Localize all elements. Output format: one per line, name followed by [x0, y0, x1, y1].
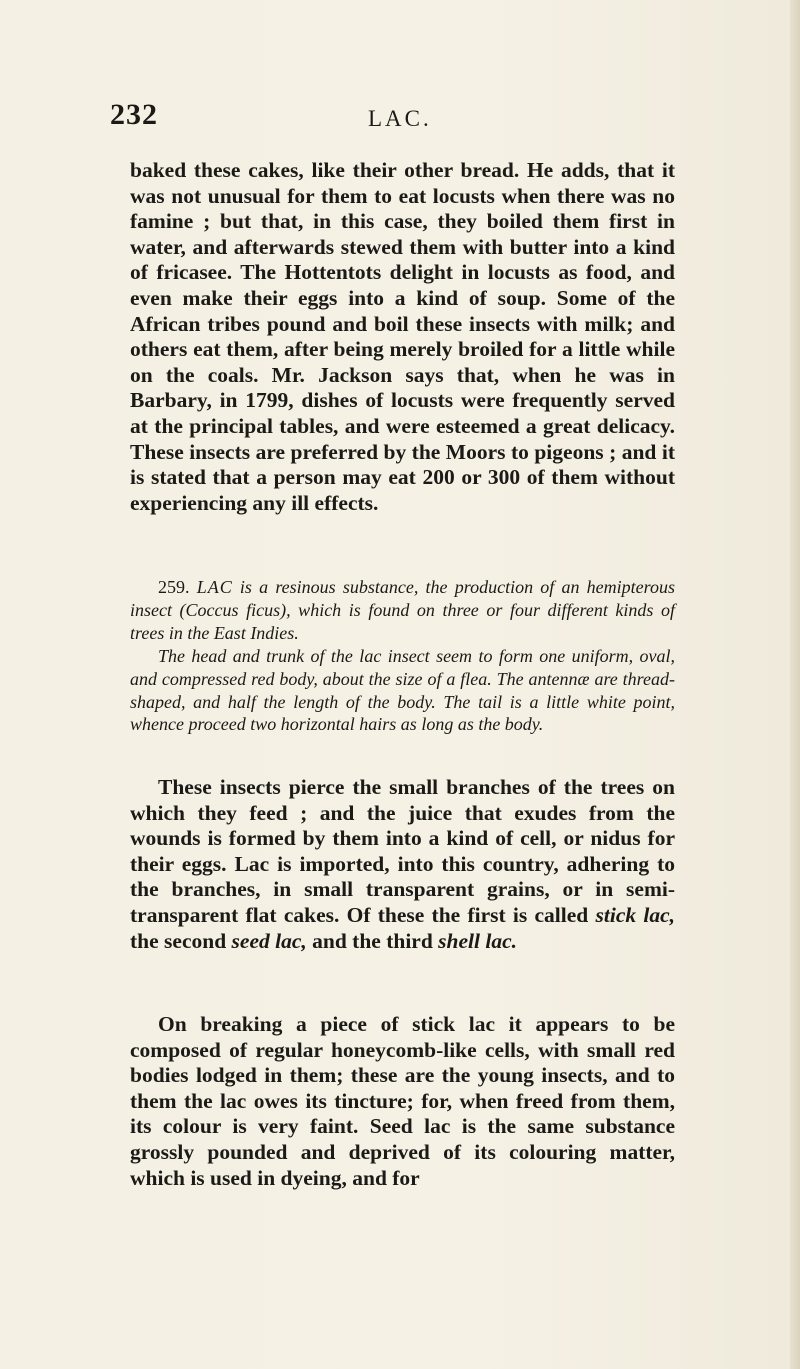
- lac-kinds-text-2: the second: [130, 928, 232, 953]
- entry-number: 259.: [158, 577, 190, 597]
- term-seed-lac: seed lac,: [231, 928, 307, 953]
- paragraph-lac-kinds: [130, 775, 675, 954]
- term-stick-lac: stick lac,: [595, 902, 675, 927]
- lac-kinds-text-1: These insects pierce the small branches of the trees on which they feed ; and the juice that exudes from the wounds is formed by them into a kind of cell, or nidus for their eggs. Lac is imported, into this country, adhering to the branches, in small transparent grains, or in semi-transparent flat cakes. Of these the first is called: [130, 775, 675, 927]
- entry-lac: [130, 576, 675, 644]
- insect-description: The head and trunk of the lac insect seem to form one uniform, oval, and compressed red body, about the size of a flea. The antennæ are thread-shaped, and half the length of the body. The tail is a little white point, whence proceed two horizontal hairs as long as the body.: [130, 646, 675, 735]
- lac-kinds-text-3: and the third: [306, 928, 439, 953]
- paragraph-locusts: baked these cakes, like their other bread. He adds, that it was not unusual for them to eat locusts when there was no famine ; but that, in this case, they boiled them first in water, and afterwards stewed them with butter into a kind of fricasee. The Hottentots delight in locusts as food, and even make their eggs into a kind of soup. Some of the African tribes pound and boil these insects with milk; and others eat them, after being merely broiled for a little while on the coals. Mr. Jackson says that, when he was in Barbary, in 1799, dishes of locusts were frequently served at the principal tables, and were esteemed a great delicacy. These insects are preferred by the Moors to pigeons ; and it is stated that a person may eat 200 or 300 of them without experiencing any ill effects.: [130, 158, 675, 515]
- running-head: [108, 98, 688, 138]
- entry-definition: is a resinous substance, the production of an hemipterous insect (Coccus ficus), which is found on three or four different kinds of trees in the East Indies.: [130, 577, 675, 643]
- page-edge-shadow: [790, 0, 800, 1369]
- page-number: 232: [110, 98, 158, 131]
- running-title: LAC.: [368, 106, 432, 131]
- term-shell-lac: shell lac.: [438, 928, 518, 953]
- entry-term: LAC: [196, 577, 233, 597]
- paragraph-stick-lac: On breaking a piece of stick lac it appears to be composed of regular honeycomb-like cells, with small red bodies lodged in them; these are the young insects, and to them the lac owes its tincture; for, when freed from them, its colour is very faint. Seed lac is the same substance grossly pounded and deprived of its colouring matter, which is used in dyeing, and for: [130, 1012, 675, 1190]
